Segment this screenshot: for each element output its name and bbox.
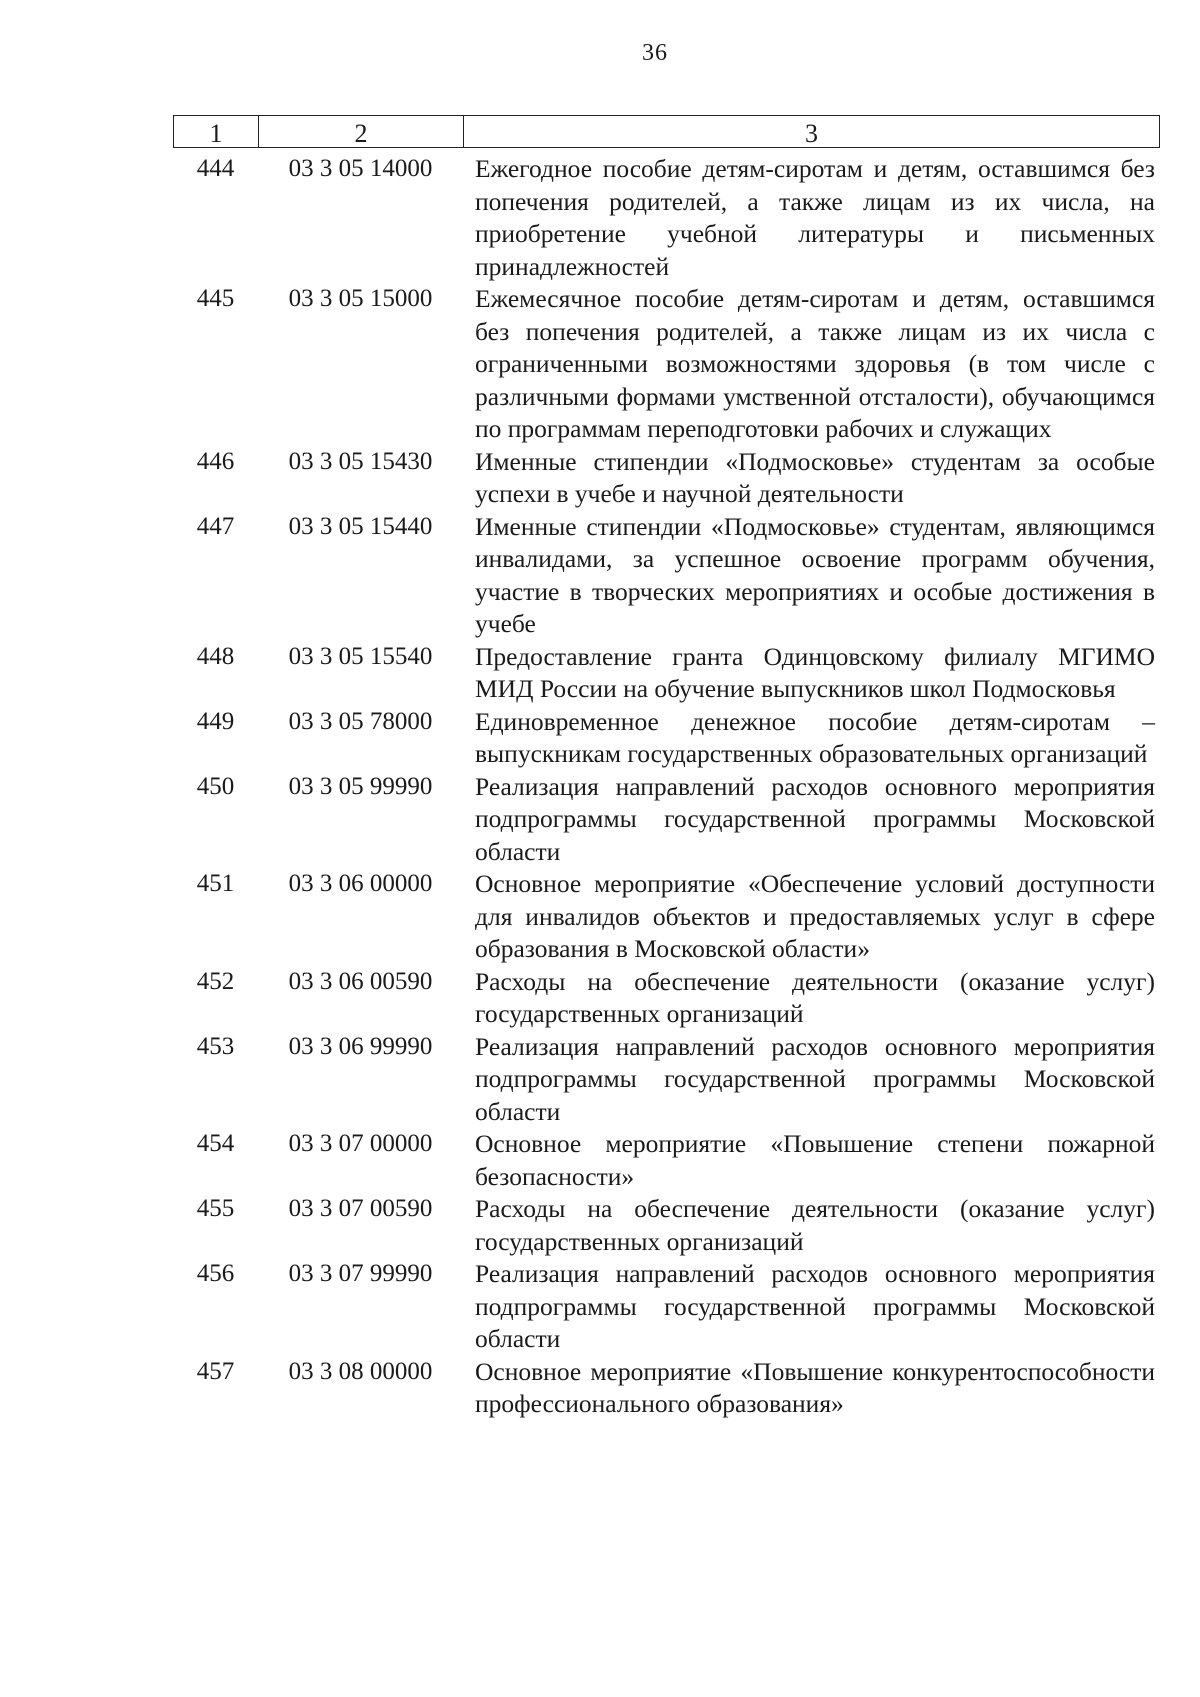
- table-row: [173, 1128, 1160, 1193]
- row-description: Единовременное денежное пособие детям-сиротам – выпускникам государственных образовательных организаций: [475, 706, 1155, 768]
- column-header-3: 3: [805, 118, 818, 148]
- table-row: [173, 966, 1160, 1031]
- row-code: 03 3 08 00000: [288, 1357, 433, 1385]
- row-number: 457: [196, 1357, 235, 1385]
- table-row: [173, 1258, 1160, 1356]
- row-code: 03 3 05 14000: [288, 155, 433, 182]
- row-code: 03 3 05 15430: [288, 447, 433, 475]
- table-row: [173, 771, 1160, 869]
- row-description: Реализация направлений расходов основного мероприятия подпрограммы государственной программы Московской области: [475, 1259, 1155, 1353]
- row-description: Основное мероприятие «Обеспечение условий доступности для инвалидов объектов и предоставляемых услуг в сфере образования в Московской области»: [475, 869, 1155, 963]
- row-description: Основное мероприятие «Повышение конкурентоспособности профессионального образования»: [475, 1356, 1155, 1418]
- table-header: [173, 115, 1160, 148]
- row-code: 03 3 05 15440: [288, 512, 433, 540]
- row-code: 03 3 05 15540: [288, 642, 433, 670]
- table-body: [173, 153, 1160, 1421]
- row-code: 03 3 07 00590: [288, 1195, 433, 1222]
- row-number: 454: [196, 1130, 235, 1157]
- row-number: 449: [196, 707, 235, 735]
- table-row: [173, 641, 1160, 706]
- table-row: [173, 511, 1160, 641]
- row-description: Основное мероприятие «Повышение степени пожарной безопасности»: [475, 1129, 1155, 1191]
- row-code: 03 3 05 99990: [288, 772, 433, 800]
- row-description: Ежегодное пособие детям-сиротам и детям, оставшимся без попечения родителей, а также лицам из их числа, на приобретение учебной литературы и письменных принадлежностей: [475, 154, 1155, 281]
- table-row: [173, 153, 1160, 283]
- table-row: [173, 868, 1160, 966]
- table-row: [173, 706, 1160, 771]
- table-row: [173, 446, 1160, 511]
- column-header-2: 2: [259, 116, 464, 147]
- row-description: Именные стипендии «Подмосковье» студентам за особые успехи в учебе и научной деятельности: [475, 446, 1155, 508]
- row-number: 446: [196, 447, 235, 475]
- row-code: 03 3 06 99990: [288, 1032, 433, 1060]
- row-number: 452: [196, 967, 235, 995]
- row-description: Именные стипендии «Подмосковье» студентам, являющимся инвалидами, за успешное освоение программ обучения, участие в творческих мероприятиях и особые достижения в учебе: [475, 511, 1155, 638]
- table-row: [173, 1031, 1160, 1129]
- row-number: 450: [196, 772, 235, 800]
- table-row: [173, 1356, 1160, 1421]
- row-code: 03 3 06 00000: [288, 870, 433, 897]
- table-row: [173, 283, 1160, 446]
- row-description: Реализация направлений расходов основного мероприятия подпрограммы государственной программы Московской области: [475, 1031, 1155, 1126]
- row-number: 451: [196, 870, 235, 897]
- row-number: 447: [196, 512, 235, 540]
- table-row: [173, 1193, 1160, 1258]
- row-description: Расходы на обеспечение деятельности (оказание услуг) государственных организаций: [475, 966, 1155, 1028]
- row-code: 03 3 07 00000: [288, 1130, 433, 1157]
- row-number: 444: [196, 155, 235, 182]
- row-code: 03 3 07 99990: [288, 1260, 433, 1287]
- row-number: 456: [196, 1260, 235, 1287]
- row-description: Расходы на обеспечение деятельности (оказание услуг) государственных организаций: [475, 1194, 1155, 1256]
- row-number: 455: [196, 1195, 235, 1222]
- row-number: 445: [196, 285, 235, 312]
- row-description: Предоставление гранта Одинцовскому филиалу МГИМО МИД России на обучение выпускников школ Подмосковья: [475, 641, 1155, 703]
- column-header-1: 1: [174, 116, 259, 147]
- row-code: 03 3 05 15000: [288, 285, 433, 312]
- row-description: Реализация направлений расходов основного мероприятия подпрограммы государственной программы Московской области: [475, 771, 1155, 866]
- row-code: 03 3 05 78000: [288, 707, 433, 735]
- row-code: 03 3 06 00590: [288, 967, 433, 995]
- row-description: Ежемесячное пособие детям-сиротам и детям, оставшимся без попечения родителей, а также лицам из их числа с ограниченными возможностями здоровья (в том числе с различными формами умственной отсталости), обучающимся по программам переподготовки рабочих и служащих: [475, 284, 1155, 443]
- row-number: 448: [196, 642, 235, 670]
- page-number: 36: [642, 40, 668, 66]
- row-number: 453: [196, 1032, 235, 1060]
